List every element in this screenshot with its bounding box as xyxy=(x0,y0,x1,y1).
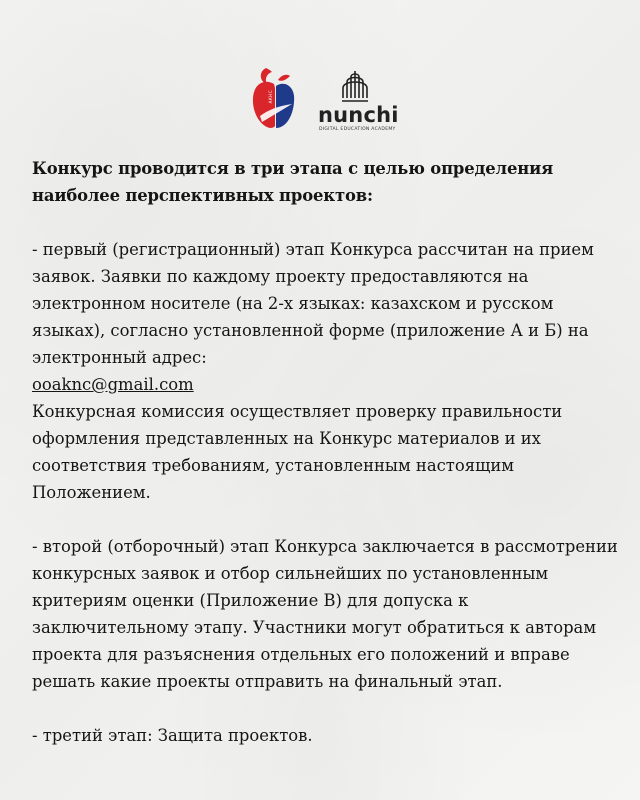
stage3-paragraph: - третий этап: Защита проектов. xyxy=(32,726,313,745)
nunchi-tagline: DIGITAL EDUCATION ACADEMY xyxy=(319,127,396,132)
document-body xyxy=(32,155,622,749)
commission-paragraph: Конкурсная комиссия осуществляет проверку правильности оформления представленных на Конкурс материалов и их соответствия требованиям, установленным настоящим Положением. xyxy=(32,402,563,502)
stage1-text: - первый (регистрационный) этап Конкурса рассчитан на прием заявок. Заявки по каждому проекту предоставляются на электронном носителе (на 2-х языках: казахском и русском языках), согласно установленной форме (приложение А и Б) на электронный адрес: xyxy=(32,240,594,367)
akns-logo-text: АКНС xyxy=(268,90,273,104)
stage2-paragraph: - второй (отборочный) этап Конкурса заключается в рассмотрении конкурсных заявок и отбор сильнейших по установленным критериям оценки (Приложение В) для допуска к заключительному этапу. Участники могут обратиться к авторам проекта для разъяснения отдельных его положений и вправе решать какие проекты отправить на финальный этап. xyxy=(32,537,618,691)
intro-paragraph: Конкурс проводится в три этапа с целью определения наиболее перспективных проектов: xyxy=(32,159,554,205)
akns-logo xyxy=(248,66,300,136)
spacer xyxy=(32,209,622,236)
nunchi-emblem-icon xyxy=(340,68,370,106)
nunchi-wordmark: nunchi xyxy=(318,103,399,127)
spacer xyxy=(32,695,622,722)
stage1-paragraph xyxy=(32,236,622,398)
logos-header xyxy=(0,66,640,136)
spacer xyxy=(32,506,622,533)
email-link[interactable]: ooaknc@gmail.com xyxy=(32,375,194,394)
akns-apple-icon xyxy=(248,66,300,136)
